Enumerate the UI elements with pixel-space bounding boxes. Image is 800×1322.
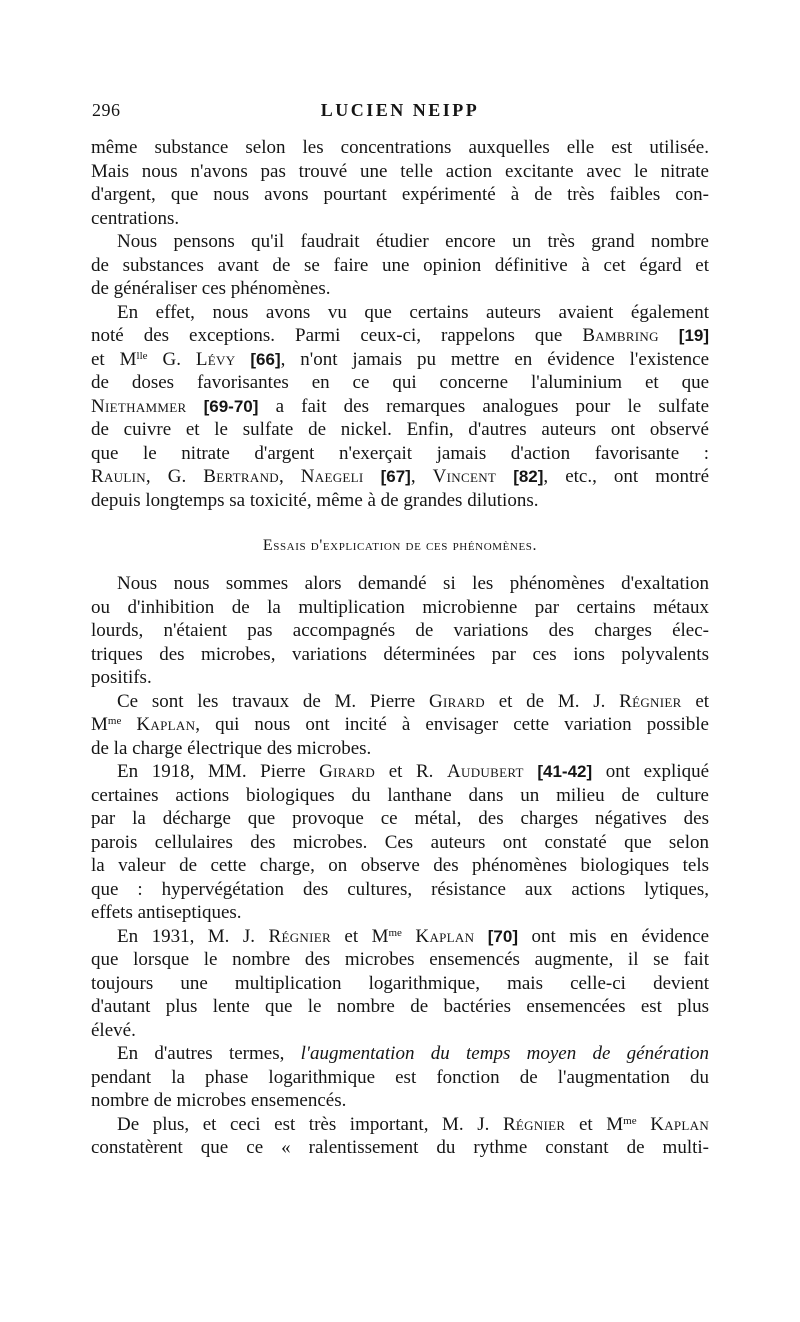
reference-number: [41-42] — [537, 762, 593, 781]
author-name: Kaplan — [136, 714, 196, 735]
text-line: Mais nous n'avons pas trouvé une telle action excitante avec le nitrate — [91, 160, 709, 182]
text-line: de la charge électrique des microbes. — [91, 737, 372, 759]
text-run: et R. — [388, 761, 434, 782]
author-name: Lévy — [195, 348, 236, 370]
page-header — [90, 100, 710, 126]
superscript: me — [107, 715, 122, 727]
page-number: 296 — [92, 100, 121, 120]
text-line — [91, 395, 709, 419]
text-line: de cuivre et le sulfate de nickel. Enfin, d'autres auteurs ont observé — [91, 419, 709, 440]
author-name: Bertrand — [203, 466, 279, 487]
text-run: , etc., ont montré — [543, 466, 709, 487]
running-title: LUCIEN NEIPP — [320, 100, 480, 120]
text-line: de doses favorisantes en ce qui concerne l'aluminium et que — [91, 372, 709, 393]
superscript: me — [388, 926, 402, 939]
text-line: que le nitrate d'argent n'exerçait jamais d'action favorisante : — [91, 442, 709, 464]
text-line: élevé. — [91, 1019, 136, 1041]
text-line: lourds, n'étaient pas accompagnés de variations des charges élec- — [91, 620, 709, 641]
text-line: que lorsque le nombre des microbes ensemencés augmente, il se fait — [91, 949, 709, 970]
text-line — [91, 1042, 709, 1066]
text-run: Ce sont les travaux de M. Pierre — [117, 690, 416, 712]
page-body — [91, 136, 709, 1160]
text-line: Raulin, G. Bertrand, Naegeli [67], Vincent [82], etc., ont montré — [91, 466, 709, 487]
text-line — [91, 760, 709, 784]
text-line: parois cellulaires des microbes. Ces auteurs ont constaté que selon — [91, 831, 709, 853]
author-name: Audubert — [447, 761, 524, 782]
text-line: de substances avant de se faire une opinion définitive à cet égard et — [91, 254, 709, 276]
reference-number: [69-70] — [203, 396, 259, 416]
text-run: De plus, et ceci est très important, M. J. — [117, 1113, 490, 1135]
text-run: En d'autres termes, — [117, 1043, 285, 1064]
italic-text: l'augmentation du temps moyen de génération — [300, 1043, 709, 1064]
author-name: Régnier — [502, 1113, 566, 1135]
text-line: ou d'inhibition de la multiplication microbienne par certains métaux — [91, 596, 709, 618]
author-name: Bambring — [582, 325, 659, 346]
text-run: , n'ont jamais pu mettre en évidence l'existence — [280, 348, 709, 370]
text-run: , qui nous ont incité à envisager cette variation possible — [195, 714, 709, 735]
text-line — [91, 324, 709, 348]
text-line: même substance selon les concentrations auxquelles elle est utilisée. — [91, 137, 709, 158]
text-line: positifs. — [91, 667, 152, 688]
text-run: G. — [167, 466, 187, 487]
reference-number: [67] — [380, 467, 411, 486]
author-name: Girard — [319, 761, 376, 782]
text-line — [91, 348, 709, 372]
text-run: a fait des remarques analogues pour le sulfate — [275, 395, 709, 417]
text-line: toujours une multiplication logarithmique, mais celle-ci devient — [91, 972, 709, 994]
text-line: de généraliser ces phénomènes. — [91, 278, 331, 299]
text-run: G. — [162, 348, 181, 370]
reference-number: [66] — [250, 349, 281, 369]
text-run: noté des exceptions. Parmi ceux-ci, rappelons que — [91, 325, 563, 346]
reference-number: [19] — [678, 326, 709, 345]
text-line: constatèrent que ce « ralentissement du rythme constant de multi- — [91, 1137, 709, 1158]
author-name: Niethammer — [91, 395, 187, 417]
text-line: pendant la phase logarithmique est fonction de l'augmentation du — [91, 1066, 709, 1088]
text-line: effets antiseptiques. — [91, 902, 242, 923]
text-run: et — [695, 690, 709, 712]
text-line: En effet, nous avons vu que certains auteurs avaient également — [117, 301, 709, 323]
author-name: Naegeli — [300, 466, 364, 487]
text-run: ont mis en évidence — [531, 925, 709, 947]
author-name: Kaplan — [650, 1113, 709, 1135]
text-line: d'autant plus lente que le nombre de bactéries ensemencées est plus — [91, 996, 709, 1017]
superscript: me — [623, 1114, 637, 1127]
text-line: depuis longtemps sa toxicité, même à de grandes dilutions. — [91, 489, 539, 511]
author-name: Raulin — [91, 466, 146, 487]
author-name: Kaplan — [415, 925, 475, 947]
text-line: que : hypervégétation des cultures, résistance aux actions lytiques, — [91, 878, 709, 900]
text-line: nombre de microbes ensemencés. — [91, 1090, 347, 1111]
author-name: Girard — [429, 690, 485, 712]
author-name: Régnier — [619, 690, 682, 712]
superscript: lle — [136, 349, 148, 362]
text-line: certaines actions biologiques du lanthane dans un milieu de culture — [91, 784, 709, 806]
text-line: la valeur de cette charge, on observe des phénomènes biologiques tels — [91, 855, 709, 876]
text-line: En 1931, M. J. Régnier et $M^{me}$ Kaplan [70] ont mis en évidence — [117, 925, 709, 947]
text-run: ont expliqué — [605, 761, 709, 782]
text-line — [91, 690, 709, 714]
author-name: Vincent — [432, 466, 497, 487]
text-line: Nous nous sommes alors demandé si les phénomènes d'exaltation — [117, 573, 709, 594]
section-heading: Essais d'explication de ces phénomènes. — [262, 537, 538, 554]
text-line: centrations. — [91, 207, 180, 229]
text-line: $M^{me}$ Kaplan, qui nous ont incité à envisager cette variation possible — [91, 714, 709, 735]
text-run: et M — [91, 348, 137, 370]
text-run: En 1918, MM. Pierre — [117, 761, 306, 782]
text-line: De plus, et ceci est très important, M. J. Régnier et $M^{me}$ Kaplan — [117, 1113, 709, 1135]
text-line: triques des microbes, variations déterminées par ces ions polyvalents — [91, 643, 709, 665]
text-line: d'argent, que nous avons pourtant expérimenté à de très faibles con- — [91, 184, 709, 205]
text-run: En 1931, M. J. — [117, 925, 256, 947]
text-line: par la décharge que provoque ce métal, des charges négatives des — [91, 808, 709, 829]
reference-number: [82] — [513, 467, 544, 486]
author-name: Régnier — [268, 925, 331, 947]
text-run: et de M. J. — [498, 690, 606, 712]
reference-number: [70] — [487, 926, 518, 946]
text-line: Nous pensons qu'il faudrait étudier encore un très grand nombre — [117, 231, 709, 252]
